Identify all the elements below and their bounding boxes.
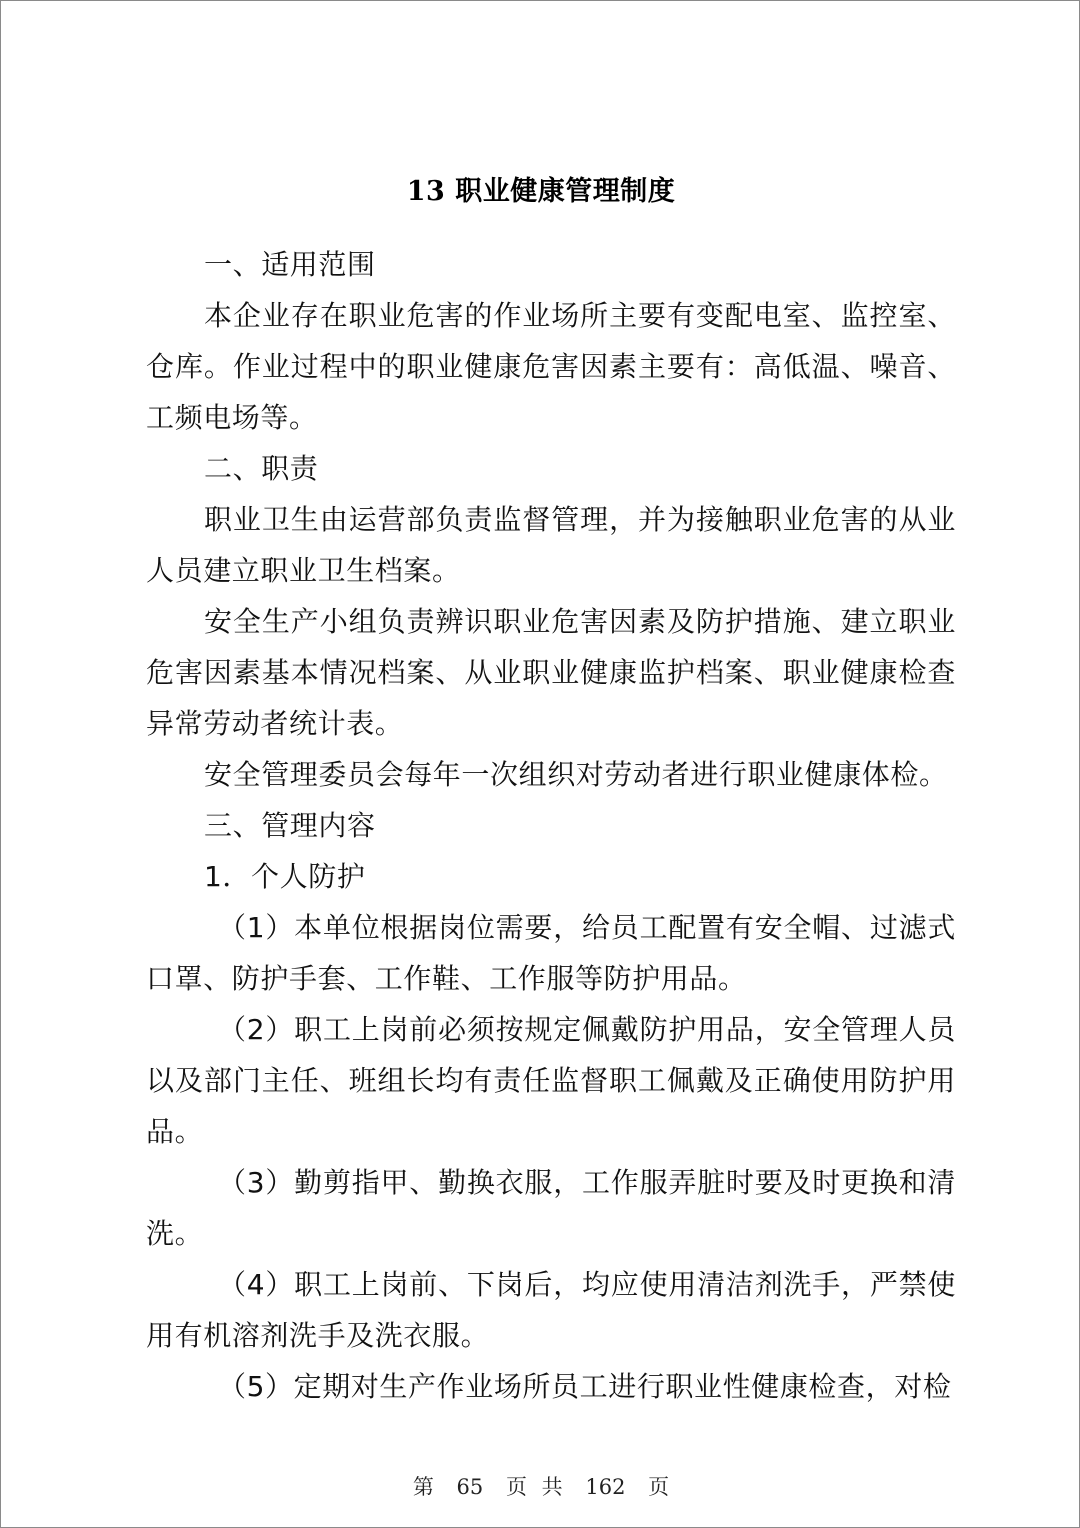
footer-suffix: 页: [648, 1475, 670, 1499]
paragraph: 职业卫生由运营部负责监督管理，并为接触职业危害的从业人员建立职业卫生档案。: [146, 503, 956, 587]
section-heading-duties: 二、职责: [204, 452, 319, 485]
list-item: （5）定期对生产作业场所员工进行职业性健康检查，对检: [218, 1370, 952, 1403]
total-page-count: 162: [585, 1475, 626, 1499]
list-item: （1）本单位根据岗位需要，给员工配置有安全帽、过滤式口罩、防护手套、工作鞋、工作服等防护用品。: [146, 911, 956, 995]
document-title: 13 职业健康管理制度: [406, 176, 676, 207]
page-footer: [1, 1471, 1080, 1501]
list-item: （3）勤剪指甲、勤换衣服，工作服弄脏时要及时更换和清洗。: [146, 1166, 956, 1250]
list-item: （2）职工上岗前必须按规定佩戴防护用品，安全管理人员以及部门主任、班组长均有责任监督职工佩戴及正确使用防护用品。: [146, 1013, 956, 1148]
subsection-heading: 1．个人防护: [204, 860, 366, 893]
document-body: [146, 239, 956, 1412]
current-page-number: 65: [456, 1475, 484, 1499]
footer-prefix: 第: [412, 1475, 434, 1499]
paragraph: 安全管理委员会每年一次组织对劳动者进行职业健康体检。: [204, 758, 948, 791]
footer-middle: 页 共: [505, 1475, 563, 1499]
paragraph: 安全生产小组负责辨识职业危害因素及防护措施、建立职业危害因素基本情况档案、从业职业健康监护档案、职业健康检查异常劳动者统计表。: [146, 605, 956, 740]
paragraph: 本企业存在职业危害的作业场所主要有变配电室、监控室、仓库。作业过程中的职业健康危害因素主要有：高低温、噪音、工频电场等。: [146, 299, 956, 434]
list-item: （4）职工上岗前、下岗后，均应使用清洁剂洗手，严禁使用有机溶剂洗手及洗衣服。: [146, 1268, 956, 1352]
section-heading-management: 三、管理内容: [204, 809, 376, 842]
section-heading-scope: 一、适用范围: [204, 248, 376, 281]
